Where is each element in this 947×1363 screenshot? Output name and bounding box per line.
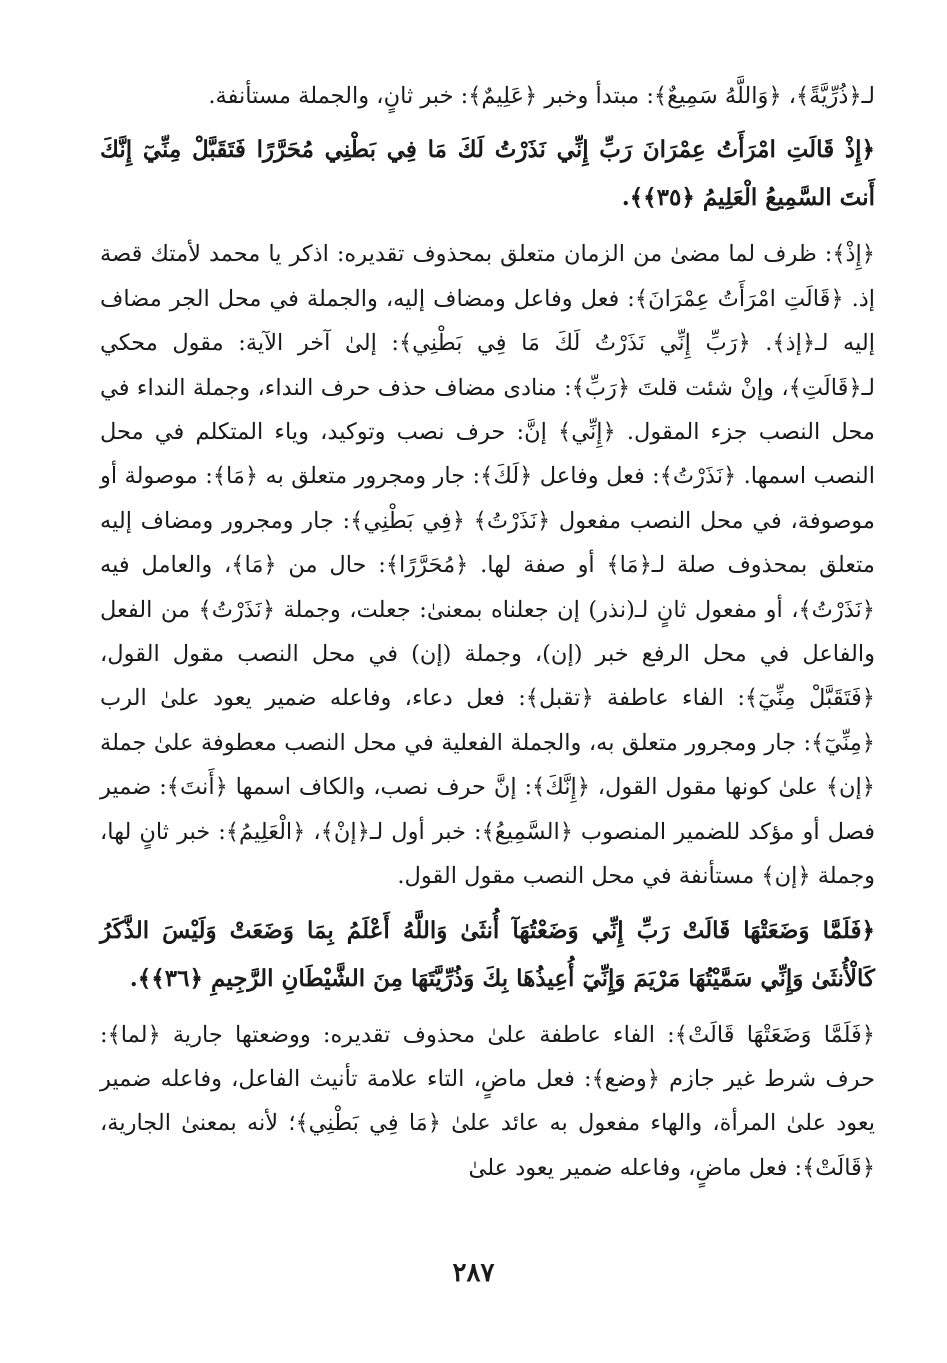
quran-verse-36: ﴿فَلَمَّا وَضَعَتْهَا قَالَتْ رَبِّ إِنِّي وَضَعْتُهَآ أُنثَىٰ وَاللَّهُ أَعْلَمُ بِمَا وَضَعَتْ وَلَيْسَ الذَّكَرُ كَالْأُنثَىٰ وَإِنِّي سَمَّيْتُهَا مَرْيَمَ وَإِنِّيٓ أُعِيذُهَا بِكَ وَذُرِّيَّتَهَا مِنَ الشَّيْطَانِ الرَّجِيمِ ﴿٣٦﴾﴾.	[100, 916, 875, 992]
paragraph-analysis-verse-36: ﴿فَلَمَّا وَضَعَتْهَا قَالَتْ﴾: الفاء عاطفة علىٰ محذوف تقديره: ووضعتها جارية ﴿لما﴾: حرف شرط غير جازم ﴿وضع﴾: فعل ماضٍ، التاء علامة تأنيث الفاعل، وفاعله ضمير يعود علىٰ المرأة، والهاء مفعول به عائد علىٰ ﴿مَا فِي بَطْنِي﴾؛ لأنه بمعنىٰ الجارية، ﴿قَالَتْ﴾: فعل ماضٍ، وفاعله ضمير يعود علىٰ	[100, 1021, 875, 1181]
page-number: ٢٨٧	[452, 1258, 495, 1288]
paragraph-continuation: لـ﴿ذُرِّيَّةً﴾، ﴿وَاللَّهُ سَمِيعٌ﴾: مبتدأ وخبر ﴿عَلِيمٌ﴾: خبر ثانٍ، والجملة مستأنفة.	[208, 83, 875, 109]
paragraph-analysis-verse-35: ﴿إِذْ﴾: ظرف لما مضىٰ من الزمان متعلق بمحذوف تقديره: اذكر يا محمد لأمتك قصة إذ. ﴿قَالَتِ امْرَأَتُ عِمْرَانَ﴾: فعل وفاعل ومضاف إليه، والجملة في محل الجر مضاف إليه لـ﴿إذ﴾. ﴿رَبِّ إِنِّي نَذَرْتُ لَكَ مَا فِي بَطْنِي﴾: إلىٰ آخر الآية: مقول محكي لـ﴿قَالَتِ﴾، وإنْ شئت قلتَ ﴿رَبِّ﴾: منادى مضاف حذف حرف النداء، وجملة النداء في محل النصب جزء المقول. ﴿إِنِّي﴾ إنَّ: حرف نصب وتوكيد، وياء المتكلم في محل النصب اسمها. ﴿نَذَرْتُ﴾: فعل وفاعل ﴿لَكَ﴾: جار ومجرور متعلق به ﴿مَا﴾: موصولة أو موصوفة، في محل النصب مفعول ﴿نَذَرْتُ﴾ ﴿فِي بَطْنِي﴾: جار ومجرور ومضاف إليه متعلق بمحذوف صلة لـ﴿مَا﴾ أو صفة لها. ﴿مُحَرَّرًا﴾: حال من ﴿مَا﴾، والعامل فيه ﴿نَذَرْتُ﴾، أو مفعول ثانٍ لـ(نذر) إن جعلناه بمعنىٰ: جعلت، وجملة ﴿نَذَرْتُ﴾ من الفعل والفاعل في محل الرفع خبر (إن)، وجملة (إن) في محل النصب مقول القول، ﴿فَتَقَبَّلْ مِنِّيٓ﴾: الفاء عاطفة ﴿تقبل﴾: فعل دعاء، وفاعله ضمير يعود علىٰ الرب ﴿مِنِّيٓ﴾: جار ومجرور متعلق به، والجملة الفعلية في محل النصب معطوفة علىٰ جملة ﴿إن﴾ علىٰ كونها مقول القول، ﴿إِنَّكَ﴾: إنَّ حرف نصب، والكاف اسمها ﴿أَنتَ﴾: ضمير فصل أو مؤكد للضمير المنصوب ﴿السَّمِيعُ﴾: خبر أول لـ﴿إنْ﴾، ﴿الْعَلِيمُ﴾: خبر ثانٍ لها، وجملة ﴿إن﴾ مستأنفة في محل النصب مقول القول.	[100, 241, 875, 890]
quran-verse-35: ﴿إِذْ قَالَتِ امْرَأَتُ عِمْرَانَ رَبِّ إِنِّي نَذَرْتُ لَكَ مَا فِي بَطْنِي مُحَرَّرًا فَتَقَبَّلْ مِنِّيٓ إِنَّكَ أَنتَ السَّمِيعُ الْعَلِيمُ ﴿٣٥﴾﴾.	[100, 136, 875, 212]
page-body	[100, 74, 875, 1190]
